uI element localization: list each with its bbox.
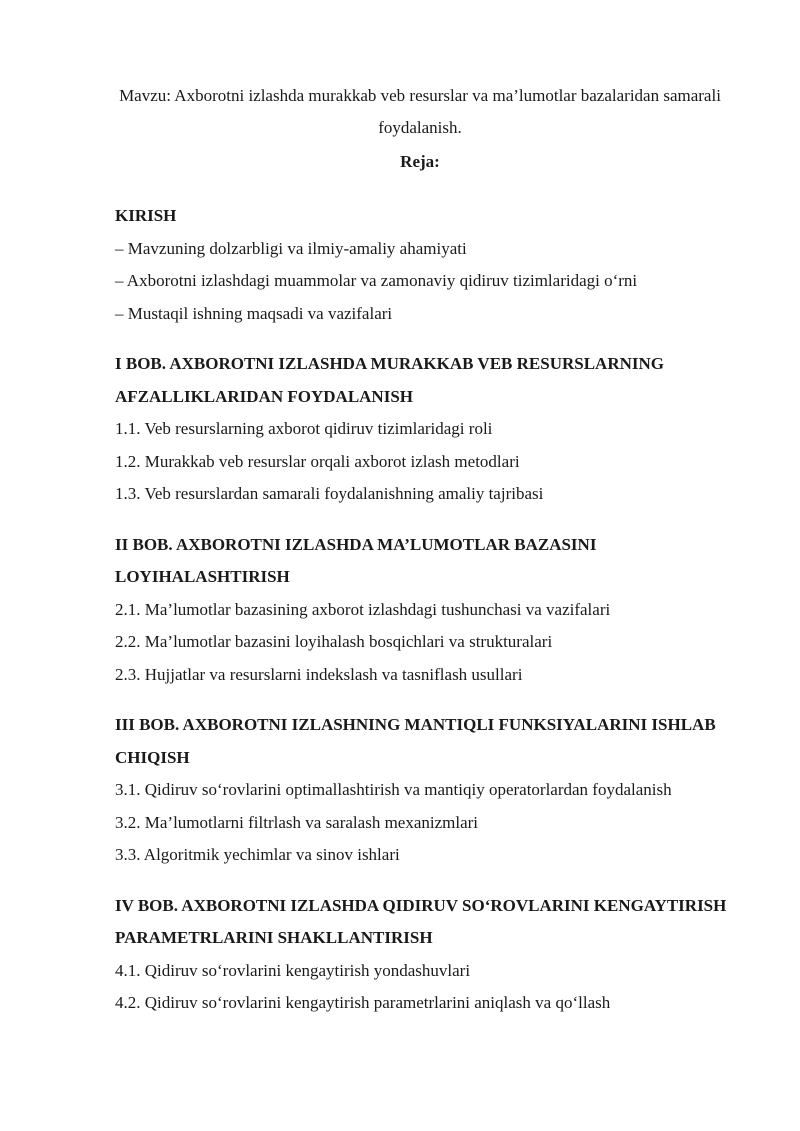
outline-item: 1.1. Veb resurslarning axborot qidiruv tizimlaridagi roli bbox=[115, 419, 493, 438]
outline-item: 1.2. Murakkab veb resurslar orqali axborot izlash metodlari bbox=[115, 451, 520, 471]
section-chapter-2 bbox=[115, 529, 755, 692]
outline-item: 4.2. Qidiruv so‘rovlarini kengaytirish parametrlarini aniqlash va qo‘llash bbox=[115, 993, 611, 1012]
outline-item: 3.2. Ma’lumotlarni filtrlash va saralash mexanizmlari bbox=[115, 812, 479, 832]
section-chapter-1 bbox=[115, 348, 755, 511]
document-topic: Mavzu: Axborotni izlashda murakkab veb resurslar va ma’lumotlar bazalaridan samarali foydalanish. bbox=[119, 86, 721, 137]
outline-item: – Axborotni izlashdagi muammolar va zamonaviy qidiruv tizimlaridagi o‘rni bbox=[115, 271, 638, 290]
outline-item: 3.3. Algoritmik yechimlar va sinov ishlari bbox=[115, 845, 400, 864]
outline-item: 2.1. Ma’lumotlar bazasining axborot izlashdagi tushunchasi va vazifalari bbox=[115, 599, 611, 619]
section-heading: KIRISH bbox=[115, 206, 177, 225]
section-heading: II BOB. AXBOROTNI IZLASHDA MA’LUMOTLAR BAZASINI LOYIHALASHTIRISH bbox=[115, 534, 597, 586]
section-heading: III BOB. AXBOROTNI IZLASHNING MANTIQLI FUNKSIYALARINI ISHLAB CHIQISH bbox=[115, 715, 716, 767]
outline-item: – Mavzuning dolzarbligi va ilmiy-amaliy ahamiyati bbox=[115, 238, 467, 258]
outline-item: 3.1. Qidiruv so‘rovlarini optimallashtirish va mantiqiy operatorlardan foydalanish bbox=[115, 780, 672, 799]
section-heading: IV BOB. AXBOROTNI IZLASHDA QIDIRUV SO‘ROVLARINI KENGAYTIRISH PARAMETRLARINI SHAKLLANTIRISH bbox=[115, 895, 727, 947]
section-chapter-3 bbox=[115, 709, 755, 872]
section-introduction bbox=[115, 200, 755, 330]
section-chapter-4 bbox=[115, 890, 755, 1020]
outline-item: 1.3. Veb resurslardan samarali foydalanishning amaliy tajribasi bbox=[115, 484, 544, 503]
outline-item: 4.1. Qidiruv so‘rovlarini kengaytirish yondashuvlari bbox=[115, 960, 471, 980]
outline-item: 2.3. Hujjatlar va resurslarni indekslash va tasniflash usullari bbox=[115, 664, 523, 684]
plan-title: Reja: bbox=[400, 152, 440, 171]
outline-item: 2.2. Ma’lumotlar bazasini loyihalash bosqichlari va strukturalari bbox=[115, 632, 553, 651]
section-heading: I BOB. AXBOROTNI IZLASHDA MURAKKAB VEB RESURSLARNING AFZALLIKLARIDAN FOYDALANISH bbox=[115, 354, 664, 406]
outline-item: – Mustaqil ishning maqsadi va vazifalari bbox=[115, 303, 393, 323]
plan-outline bbox=[115, 200, 755, 1020]
